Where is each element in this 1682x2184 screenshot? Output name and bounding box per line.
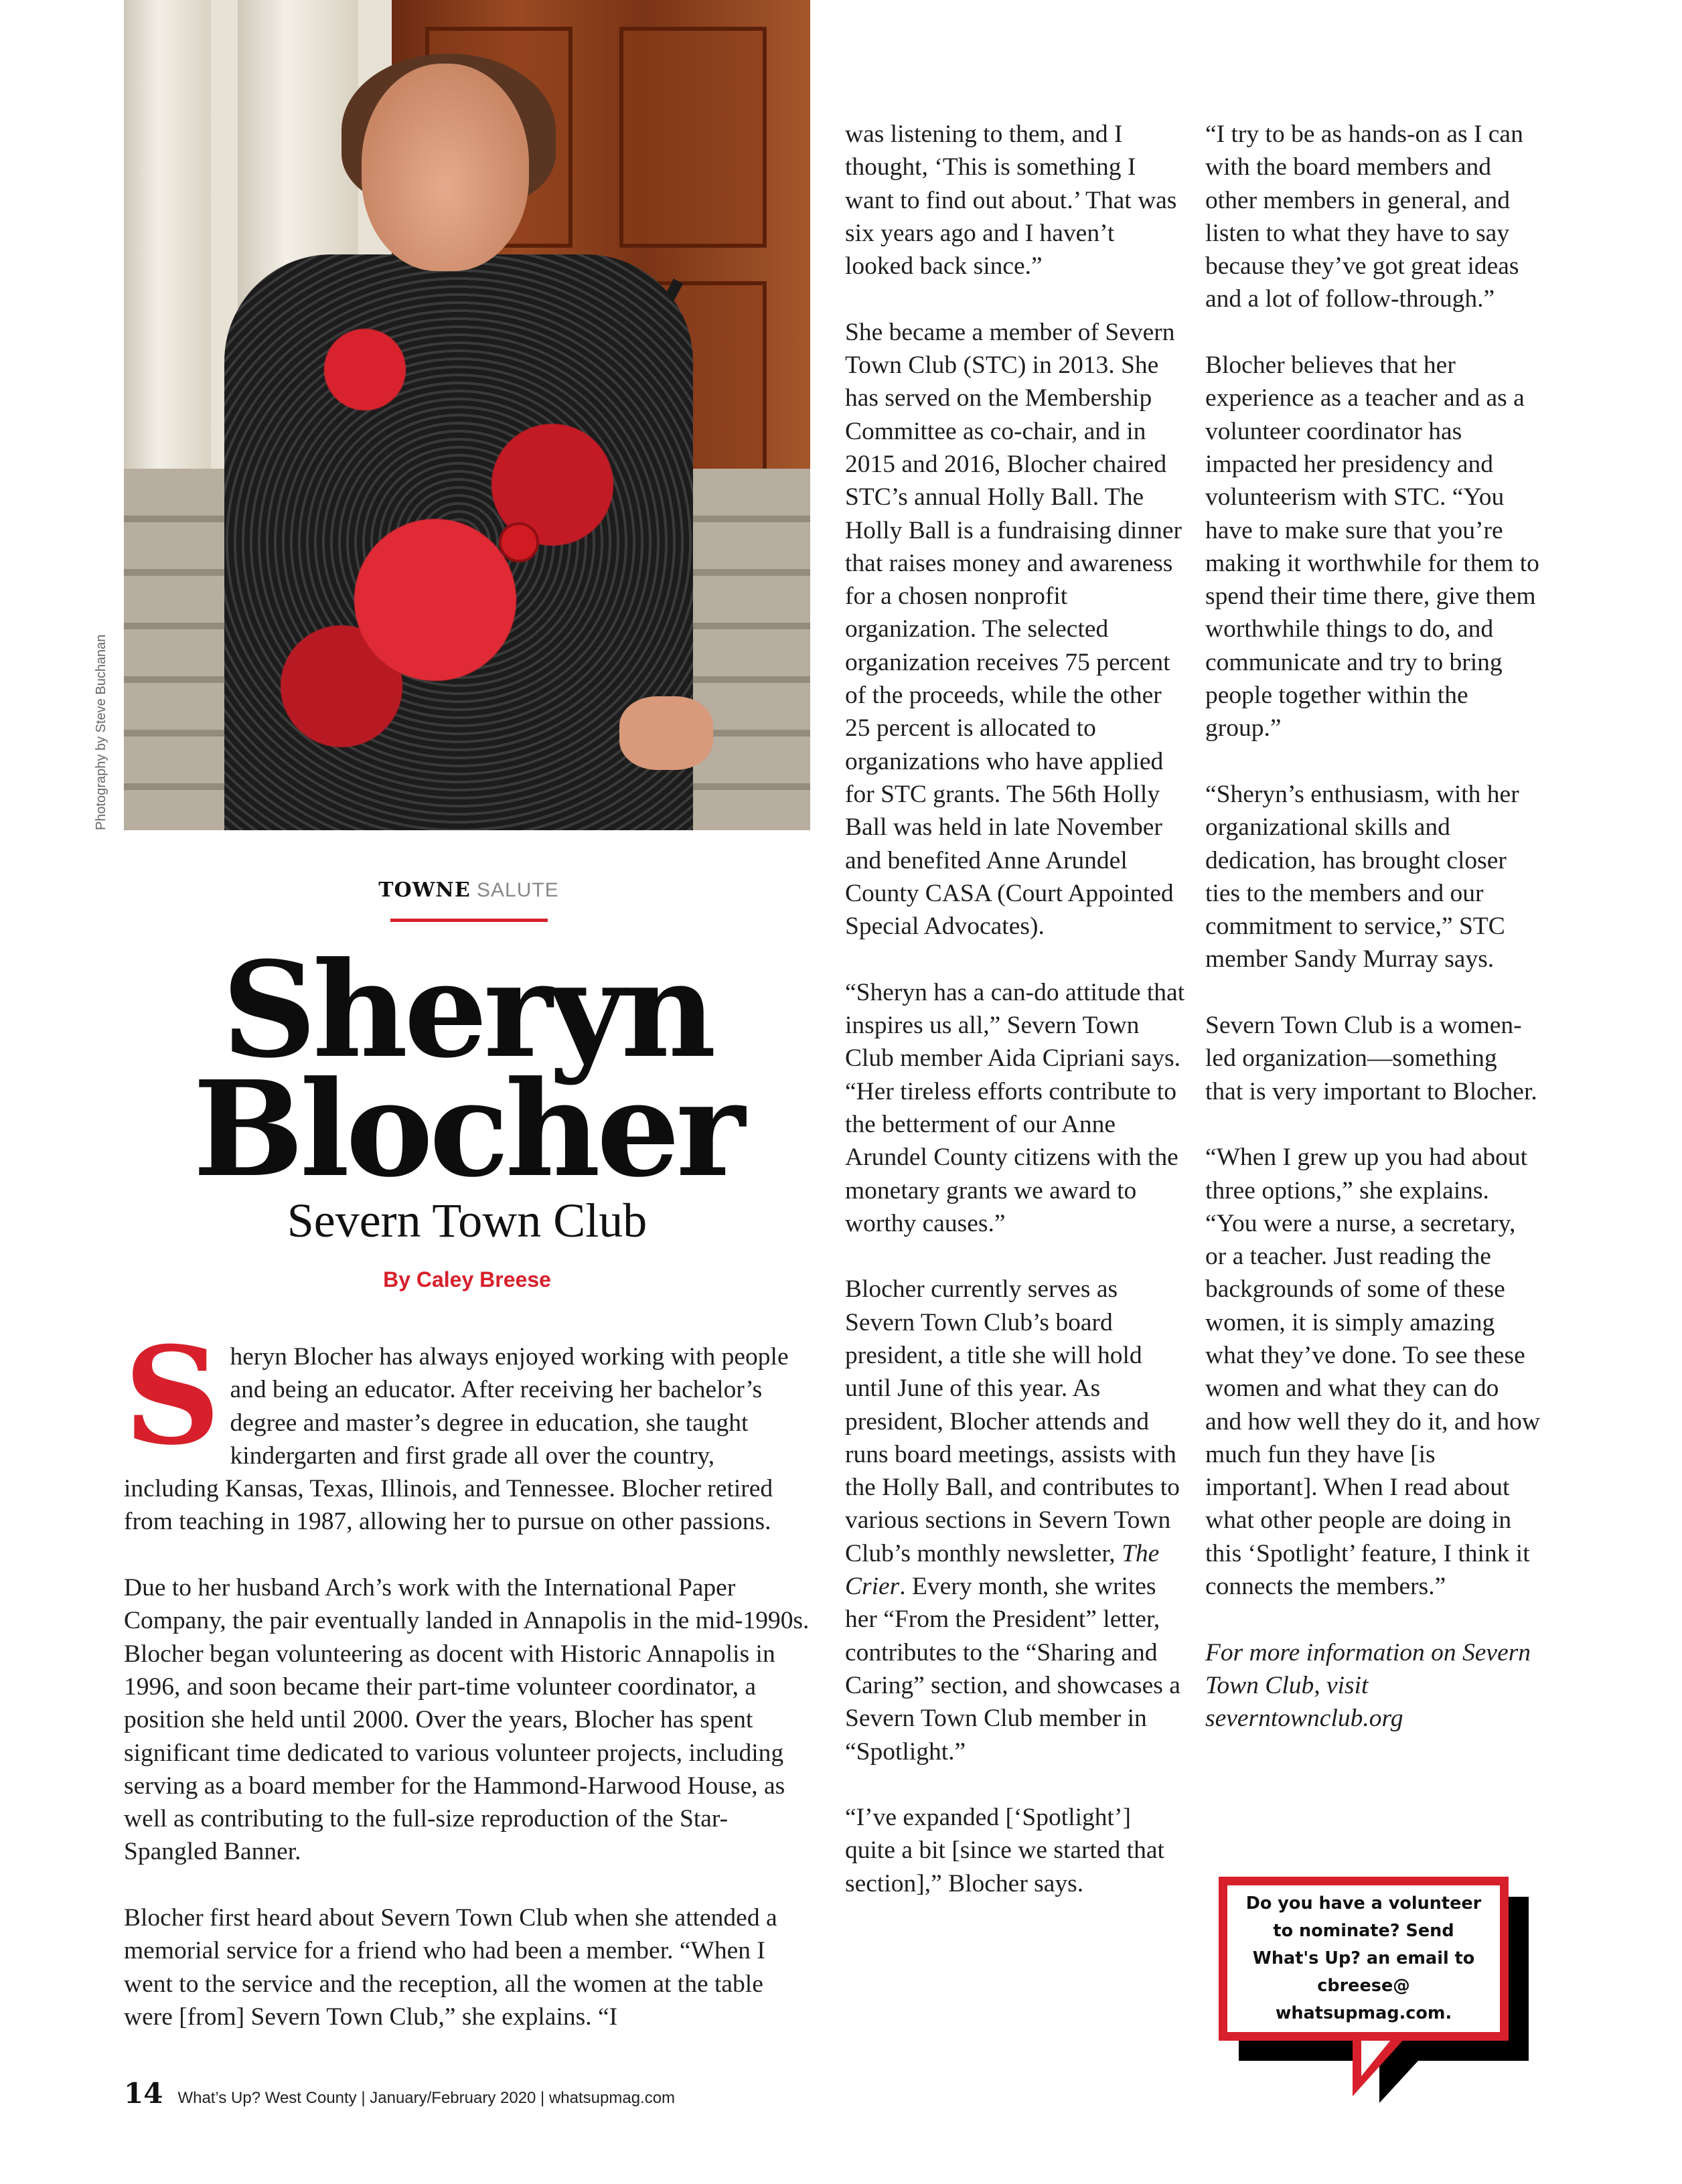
jacket-button <box>499 522 539 562</box>
more-info: For more information on Severn Town Club, visit severntownclub.org <box>1205 1638 1531 1733</box>
paragraph: Severn Town Club is a women-led organization—something that is very important to Blocher. <box>1205 1012 1537 1105</box>
portrait-photo <box>124 0 810 830</box>
paragraph <box>124 1318 814 1539</box>
paragraph: was listening to them, and I thought, ‘This is something I want to find out about.’ That was six years ago and I haven’t looked back since.” <box>845 121 1177 281</box>
article-column-2 <box>845 118 1187 1933</box>
kicker-underline <box>390 919 548 922</box>
paragraph: “When I grew up you had about three options,” she explains. “You were a nurse, a secretary, or a teacher. Just reading the backgrounds of some of these women, it is simply amazing what they’ve done. To see these women and what they can do and how well they do it, and how much fun they have [is important]. When I read about what other people are doing in this ‘Spotlight’ feature, I think it connects the members.” <box>1205 1144 1540 1601</box>
kicker-light: SALUTE <box>477 879 559 901</box>
photo-credit: Photography by Steve Buchanan <box>94 634 108 830</box>
paragraph: Due to her husband Arch’s work with the International Paper Company, the pair eventually landed in Annapolis in the mid-1990s. Blocher began volunteering as docent with Historic Annapolis in 1996, and soon became their part-time volunteer coordinator, a position she held until 2000. Over the years, Blocher has spent significant time dedicated to various volunteer projects, including serving as a board member for the Hammond-Harwood House, as well as contributing to the full-size reproduction of the Star-Spangled Banner. <box>124 1574 810 1866</box>
drop-cap: S <box>124 1318 221 1475</box>
title-line: Blocher <box>193 1052 741 1206</box>
page-title <box>124 933 810 1206</box>
paragraph: Blocher believes that her experience as a teacher and as a volunteer coordinator has impacted her presidency and volunteerism with STC. “You have to make sure that you’re making it worthwhile for them to spend their time there, give them worthwhile things to do, and communicate and try to bring people together within the group.” <box>1205 352 1539 743</box>
newsletter-title: The Crier <box>845 1539 1160 1601</box>
paragraph: Blocher first heard about Severn Town Club when she attended a memorial service for a friend who had been a member. “When I went to the service and the reception, all the women at the table were [from] Severn Town Club,” she explains. “I <box>124 1904 777 2031</box>
footer-text: What’s Up? West County | January/February 2020 | whatsupmag.com <box>177 2089 676 2107</box>
paragraph-text: Blocher currently serves as Severn Town Club’s board president, a title she will hold until June of this year. As president, Blocher attends and runs board meetings, assists with the Holly Ball, and contributes to various sections in Severn Town Club’s monthly newsletter, <box>845 1275 1180 1567</box>
paragraph: “I’ve expanded [‘Spotlight’] quite a bit [since we started that section],” Blocher says. <box>845 1804 1164 1897</box>
paragraph: “I try to be as hands-on as I can with the board members and other members in general, and listen to what they have to say because they’ve got great ideas and a lot of follow-through.” <box>1205 121 1523 313</box>
section-kicker <box>335 878 603 902</box>
paragraph: “Sheryn has a can-do attitude that inspires us all,” Severn Town Club member Aida Cipriani says. “Her tireless efforts contribute to the betterment of our Anne Arundel County citizens with the monetary grants we award to worthy causes.” <box>845 978 1185 1237</box>
kicker-bold: TOWNE <box>378 878 471 902</box>
paragraph <box>845 1273 1187 1768</box>
paragraph: “Sheryn’s enthusiasm, with her organizational skills and dedication, has brought closer ties to the members and our commitment to service,” STC member Sandy Murray says. <box>1205 780 1519 973</box>
hand <box>619 696 713 770</box>
callout-text: Do you have a volunteer to nominate? Send What's Up? an email to cbreese@ whatsupmag.com. <box>1219 1877 1509 2041</box>
title-line: Sheryn <box>222 933 712 1087</box>
paragraph-text: . Every month, she writes her “From the President” letter, contributes to the “Sharing and Caring” section, and showcases a Severn Town Club member in “Spotlight.” <box>845 1573 1180 1766</box>
subtitle: Severn Town Club <box>287 1194 647 1247</box>
paragraph: She became a member of Severn Town Club (STC) in 2013. She has served on the Membership Committee as co-chair, and in 2015 and 2016, Blocher chaired STC’s annual Holly Ball. The Holly Ball is a fundraising dinner that raises money and awareness for a chosen nonprofit organization. The selected organization receives 75 percent of the proceeds, while the other 25 percent is allocated to organizations who have applied for STC grants. The 56th Holly Ball was held in late November and benefited Anne Arundel County CASA (Court Appointed Special Advocates). <box>845 318 1182 941</box>
nomination-callout <box>1219 1877 1509 2041</box>
byline: By Caley Breese <box>383 1267 551 1292</box>
page-number: 14 <box>124 2077 163 2110</box>
article-column-1 <box>124 1318 814 2067</box>
article-column-3 <box>1205 118 1540 1768</box>
face <box>362 64 529 271</box>
paragraph-text: heryn Blocher has always enjoyed working with people and being an educator. After receiving her bachelor’s degree and master’s degree in education, she taught kindergarten and first grade all over the country, including Kansas, Texas, Illinois, and Tennessee. Blocher retired from teaching in 1987, allowing her to pursue on other passions. <box>124 1343 789 1536</box>
page-footer <box>124 2077 675 2110</box>
